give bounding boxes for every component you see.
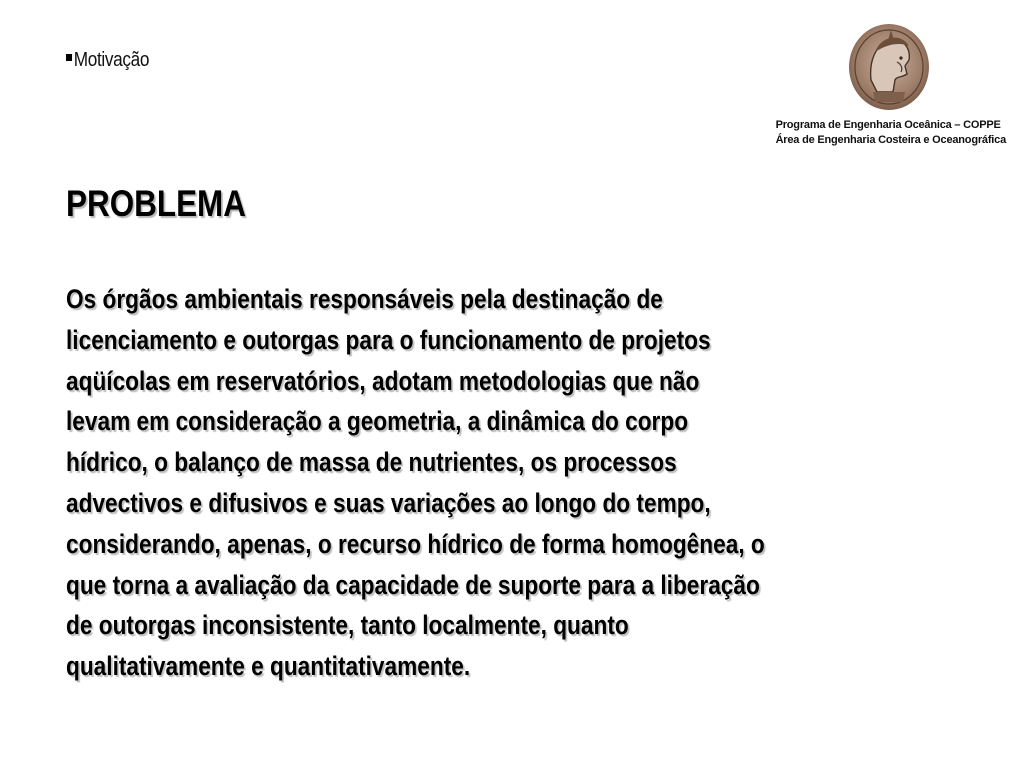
slide-body <box>66 279 938 687</box>
body-line: advectivos e difusivos e suas variações ao longo do tempo, <box>66 487 711 518</box>
body-line: qualitativamente e quantitativamente. <box>66 651 471 682</box>
body-line: levam em consideração a geometria, a dinâmica do corpo <box>66 406 689 437</box>
body-line: que torna a avaliação da capacidade de suporte para a liberação <box>66 569 760 600</box>
body-line: de outorgas inconsistente, tanto localmente, quanto <box>66 610 629 641</box>
institution-block <box>776 118 1006 148</box>
body-line: hídrico, o balanço de massa de nutrientes, os processos <box>66 447 677 478</box>
body-line: licenciamento e outorgas para o funcionamento de projetos <box>66 324 711 355</box>
body-line: Os órgãos ambientais responsáveis pela destinação de <box>66 284 663 314</box>
institution-program: Programa de Engenharia Oceânica – COPPE <box>775 119 1001 131</box>
square-bullet-icon <box>66 54 72 61</box>
section-label <box>66 49 149 72</box>
athena-helmet-seal-icon <box>847 22 931 118</box>
institution-area: Área de Engenharia Costeira e Oceanográfica <box>775 134 1006 146</box>
slide-title: PROBLEMA <box>66 183 246 224</box>
body-line: considerando, apenas, o recurso hídrico de forma homogênea, o <box>66 528 765 559</box>
body-line: aqüícolas em reservatórios, adotam metodologias que não <box>66 365 700 396</box>
section-label-text: Motivação <box>73 49 150 71</box>
